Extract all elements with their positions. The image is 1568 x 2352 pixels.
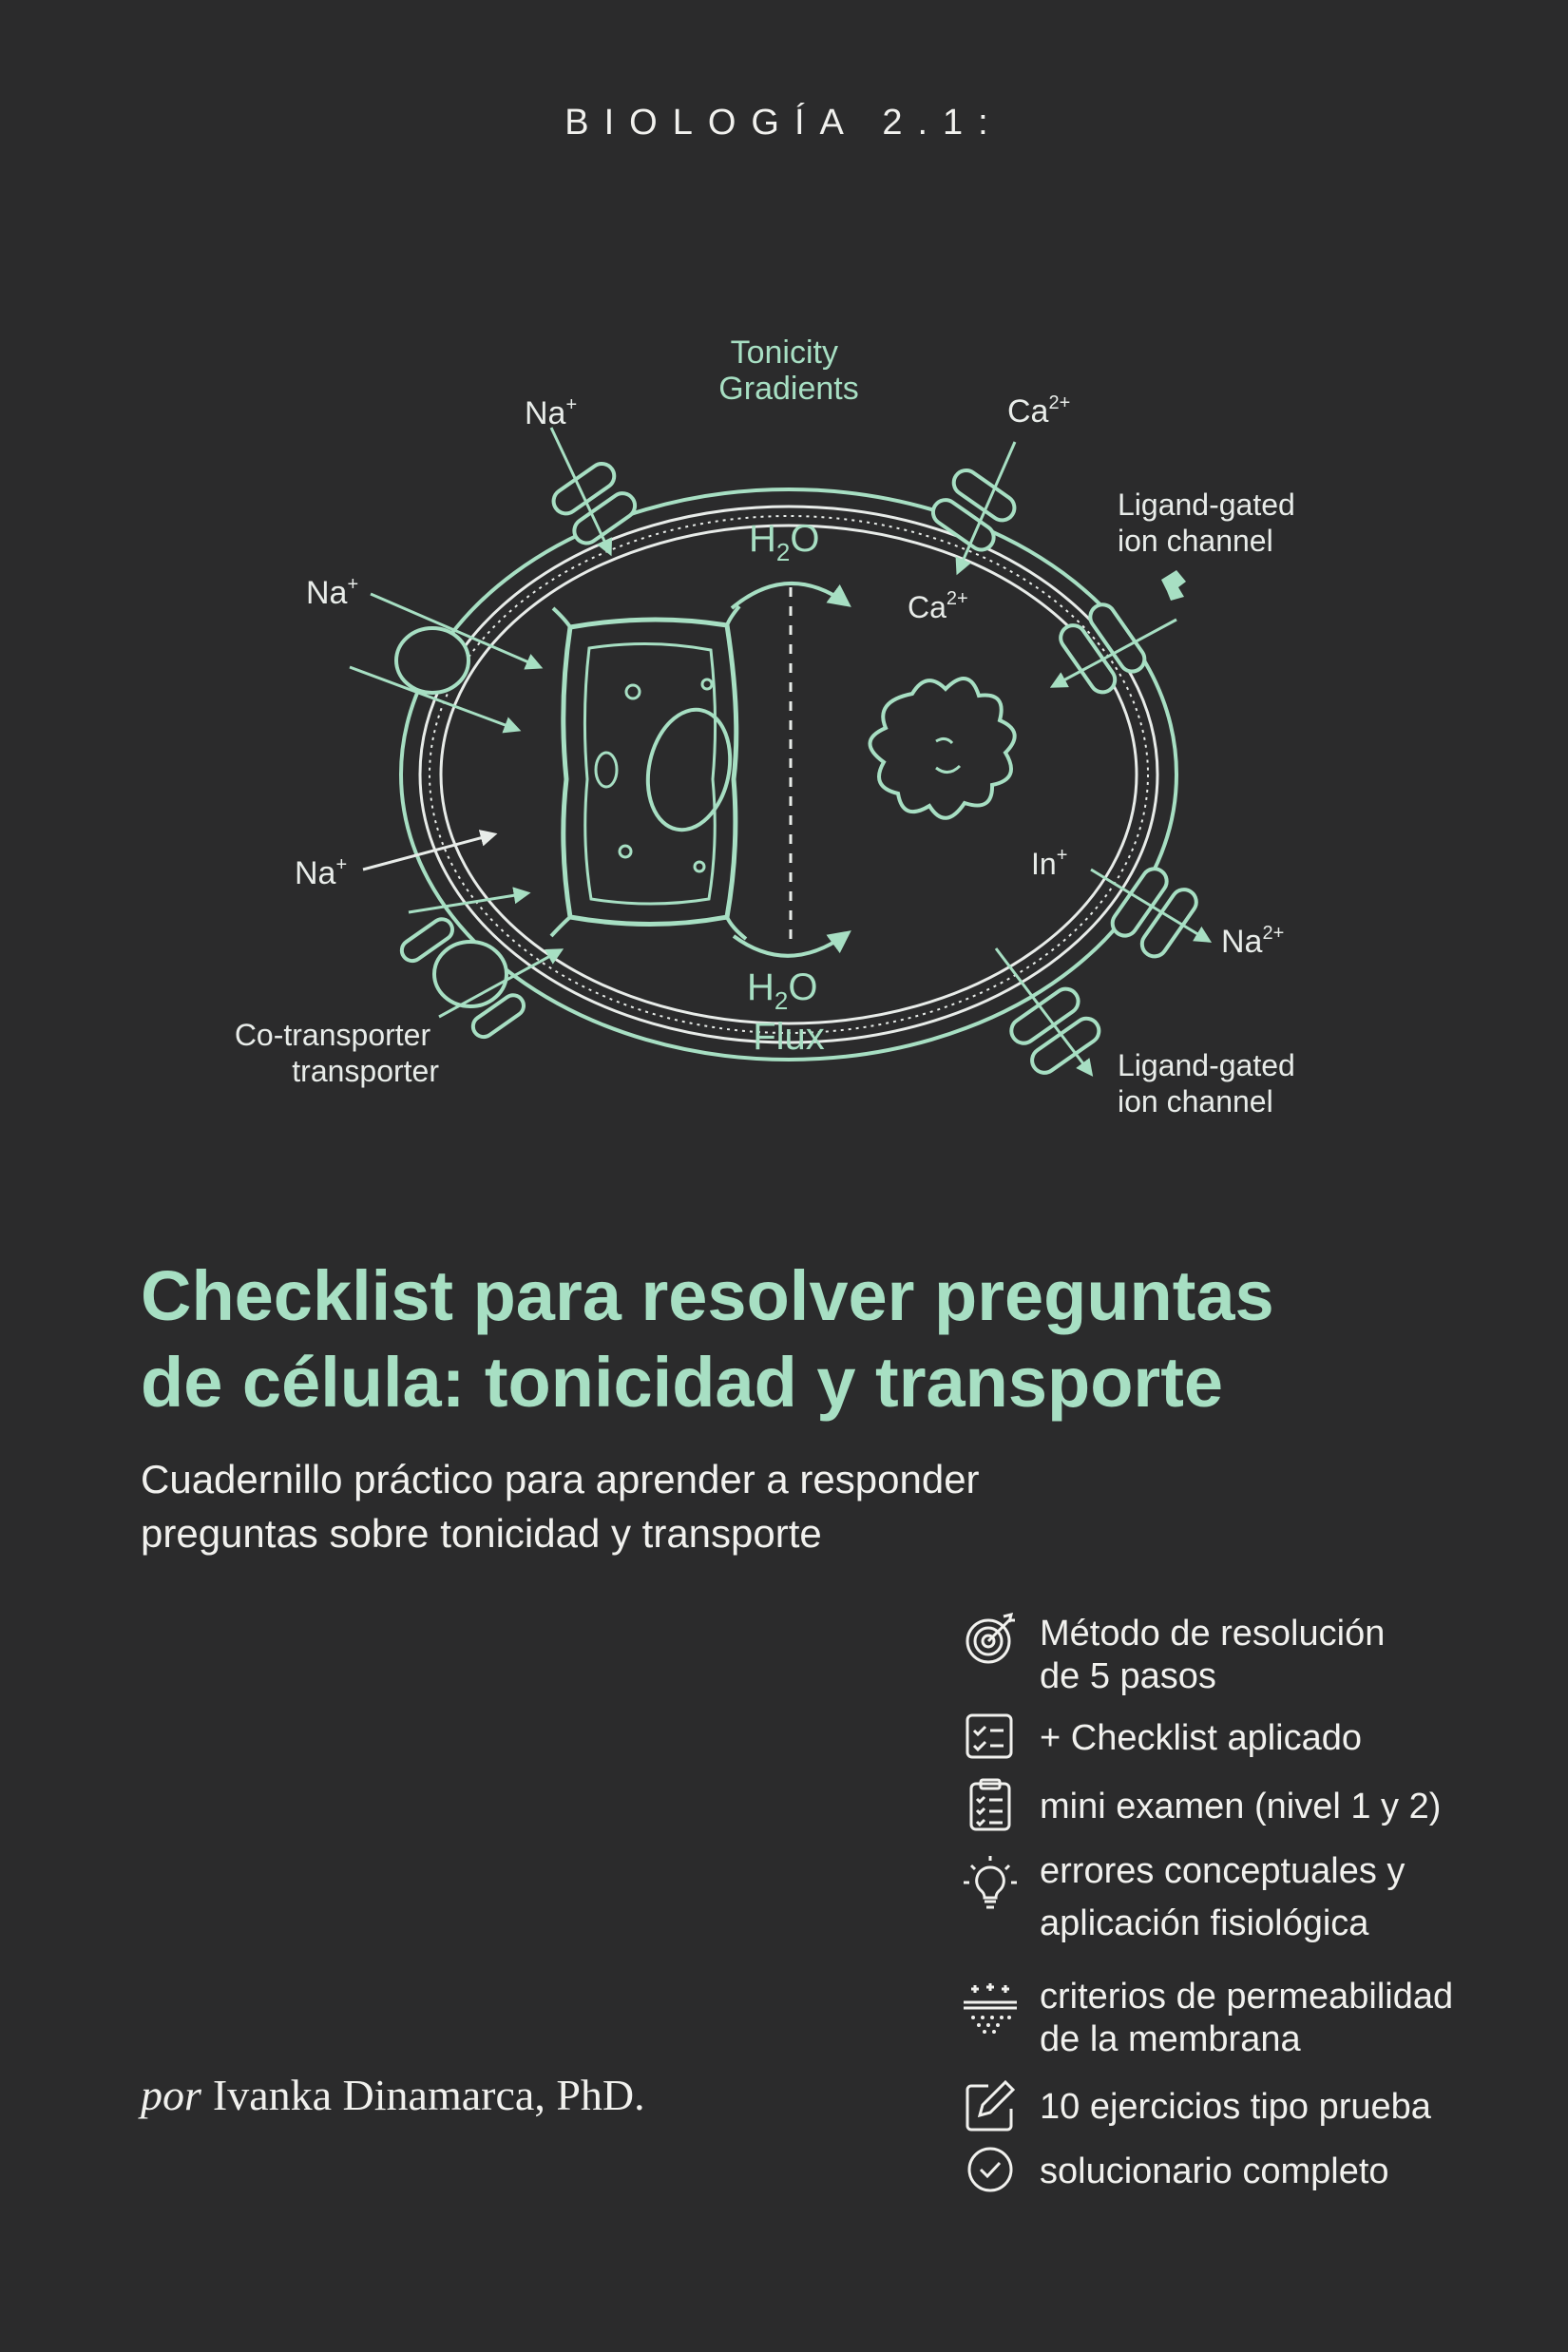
h2o-bottom-label: $H_2O$ xyxy=(747,966,818,1015)
membrane-filter-icon xyxy=(960,1976,1021,2036)
feature-text-line: de la membrana xyxy=(1040,2019,1301,2059)
cell-transport-diagram xyxy=(0,285,1568,1178)
feature-text-line: mini examen (nivel 1 y 2) xyxy=(1040,1787,1442,1826)
na-left-lower-label: Na+ xyxy=(295,854,348,891)
checklist-icon xyxy=(960,1706,1021,1767)
ca-top-label: $Ca^{2+}$ xyxy=(1007,392,1071,430)
in-label: In+ xyxy=(1031,845,1068,881)
lightbulb-icon xyxy=(960,1854,1021,1915)
author-line xyxy=(141,2070,645,2120)
ligand-top-label: Ligand-gated ion channel xyxy=(1118,488,1295,558)
na-right-label: $Na^{2+}$ xyxy=(1221,923,1285,960)
na-top-label: Na+ xyxy=(525,394,578,431)
na-transporter-left xyxy=(396,628,468,693)
ca-inner-label: $Ca^{2+}$ xyxy=(908,588,968,624)
feature-text-line: Método de resolución xyxy=(1040,1614,1386,1654)
flux-label: Flux xyxy=(753,1016,825,1058)
feature-text-line: solucionario completo xyxy=(1040,2151,1389,2191)
feature-text-line: aplicación fisiológica xyxy=(1040,1903,1369,1943)
book-title-line-2: de célula: tonicidad y transporte xyxy=(141,1343,1224,1422)
edit-icon xyxy=(960,2075,1021,2135)
cotransporter-label: Co-transporter transporter xyxy=(234,1018,439,1088)
author-prefix: por xyxy=(141,2071,201,2119)
ligand-channel-bottom xyxy=(1006,985,1103,1078)
feature-text-line: errores conceptuales y xyxy=(1040,1851,1405,1891)
feature-text-line: criterios de permeabilidad xyxy=(1040,1977,1454,2017)
ligand-bottom-label: Ligand-gated ion channel xyxy=(1118,1048,1295,1119)
author-name: Ivanka Dinamarca, PhD. xyxy=(212,2071,645,2119)
book-subtitle-line-1: Cuadernillo práctico para aprender a responder xyxy=(141,1457,980,1501)
feature-text-line: 10 ejercicios tipo prueba xyxy=(1040,2087,1431,2127)
na-left-upper-label: Na+ xyxy=(306,574,359,611)
clipboard-icon xyxy=(960,1774,1021,1835)
tonicity-label: Tonicity Gradients xyxy=(718,335,859,407)
in-channel-right xyxy=(1108,864,1201,961)
turgid-cell xyxy=(551,606,746,939)
feature-text-line: de 5 pasos xyxy=(1040,1656,1216,1696)
book-subtitle-line-2: preguntas sobre tonicidad y transporte xyxy=(141,1511,822,1556)
check-circle-icon xyxy=(960,2139,1021,2200)
book-title-line-1: Checklist para resolver preguntas xyxy=(141,1256,1274,1335)
h2o-top-label: $H_2O$ xyxy=(749,518,820,566)
series-label: BIOLOGÍA 2.1: xyxy=(564,103,1004,143)
crenated-cell xyxy=(870,679,1014,818)
target-icon xyxy=(960,1609,1021,1670)
feature-text-line: + Checklist aplicado xyxy=(1040,1718,1363,1758)
book-title xyxy=(141,1252,1471,1425)
ligand-icon xyxy=(1161,570,1186,601)
book-subtitle xyxy=(141,1452,1376,1560)
